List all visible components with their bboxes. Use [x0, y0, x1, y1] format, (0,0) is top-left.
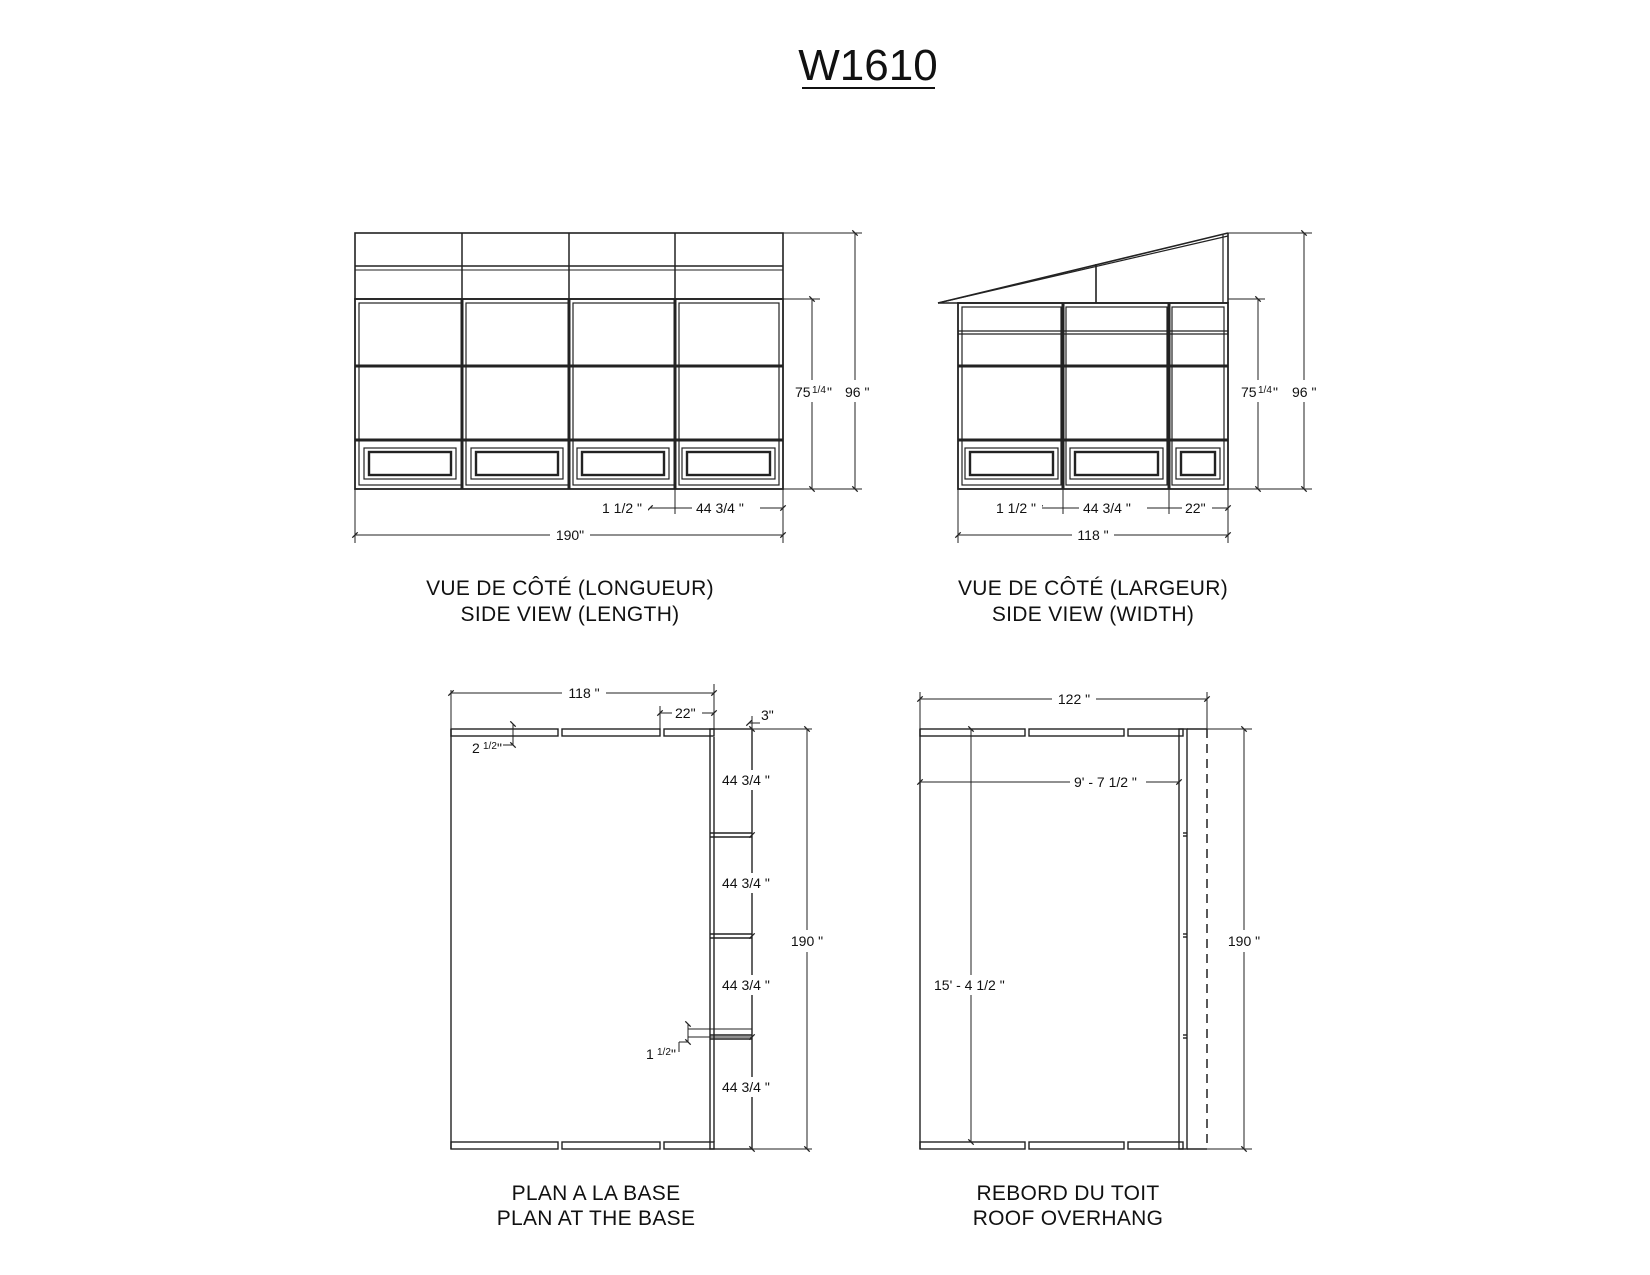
- dim-inner-width: 9' - 7 1/2 ": [1074, 774, 1137, 790]
- dim-panel: 44 3/4 ": [696, 500, 744, 516]
- dim-total-height: 96 ": [1292, 384, 1317, 400]
- dim-post: 1: [646, 1046, 654, 1062]
- dim-total-height: 96 ": [845, 384, 870, 400]
- dim-length: 190": [555, 527, 585, 543]
- dim-wall: 3": [761, 707, 774, 723]
- dim-width: 122 ": [1057, 691, 1091, 707]
- dim-length: 190 ": [1227, 933, 1261, 949]
- dim-gap-fraction: 1/2: [483, 741, 497, 752]
- dim-wall-height-fraction: 1/4: [812, 385, 826, 396]
- dim-panel: 44 3/4 ": [722, 875, 770, 891]
- dim-post-fraction: 1/2: [657, 1047, 671, 1058]
- caption-roof-overhang-en: ROOF OVERHANG: [972, 1207, 1164, 1230]
- dim-width: 118 ": [1077, 527, 1109, 543]
- svg-text:": ": [1273, 384, 1278, 400]
- dim-wall-height: 75: [1241, 384, 1257, 400]
- caption-side-length-en: SIDE VIEW (LENGTH): [460, 603, 680, 626]
- dim-post: 1 1/2 ": [602, 500, 642, 516]
- svg-text:": ": [827, 384, 832, 400]
- dim-small-panel: 22": [675, 705, 696, 721]
- caption-base-plan-fr: PLAN A LA BASE: [511, 1182, 681, 1205]
- dim-small-panel: 22": [1185, 500, 1206, 516]
- dim-panel: 44 3/4 ": [722, 772, 770, 788]
- caption-side-width-en: SIDE VIEW (WIDTH): [991, 603, 1195, 626]
- svg-text:": ": [671, 1046, 676, 1062]
- dim-wall-height-fraction: 1/4: [1258, 385, 1272, 396]
- dim-panel: 44 3/4 ": [1083, 500, 1131, 516]
- svg-text:": ": [497, 740, 502, 756]
- caption-base-plan-en: PLAN AT THE BASE: [496, 1207, 696, 1230]
- roof-overhang: [920, 689, 1267, 1230]
- dim-width: 118 ": [568, 685, 600, 701]
- dim-post: 1 1/2 ": [996, 500, 1036, 516]
- drawing-title: W1610: [798, 41, 938, 90]
- caption-side-length-fr: VUE DE CÔTÉ (LONGUEUR): [426, 577, 714, 600]
- dim-length: 190 ": [790, 933, 824, 949]
- side-view-width: [938, 233, 1322, 626]
- base-plan: [451, 683, 830, 1230]
- dim-inner-length: 15' - 4 1/2 ": [934, 977, 1005, 993]
- caption-side-width-fr: VUE DE CÔTÉ (LARGEUR): [958, 577, 1228, 600]
- dim-panel: 44 3/4 ": [722, 1079, 770, 1095]
- side-view-length: [355, 233, 870, 626]
- caption-roof-overhang-fr: REBORD DU TOIT: [976, 1182, 1160, 1205]
- dim-gap: 2: [472, 740, 480, 756]
- dim-panel: 44 3/4 ": [722, 977, 770, 993]
- dim-wall-height: 75: [795, 384, 811, 400]
